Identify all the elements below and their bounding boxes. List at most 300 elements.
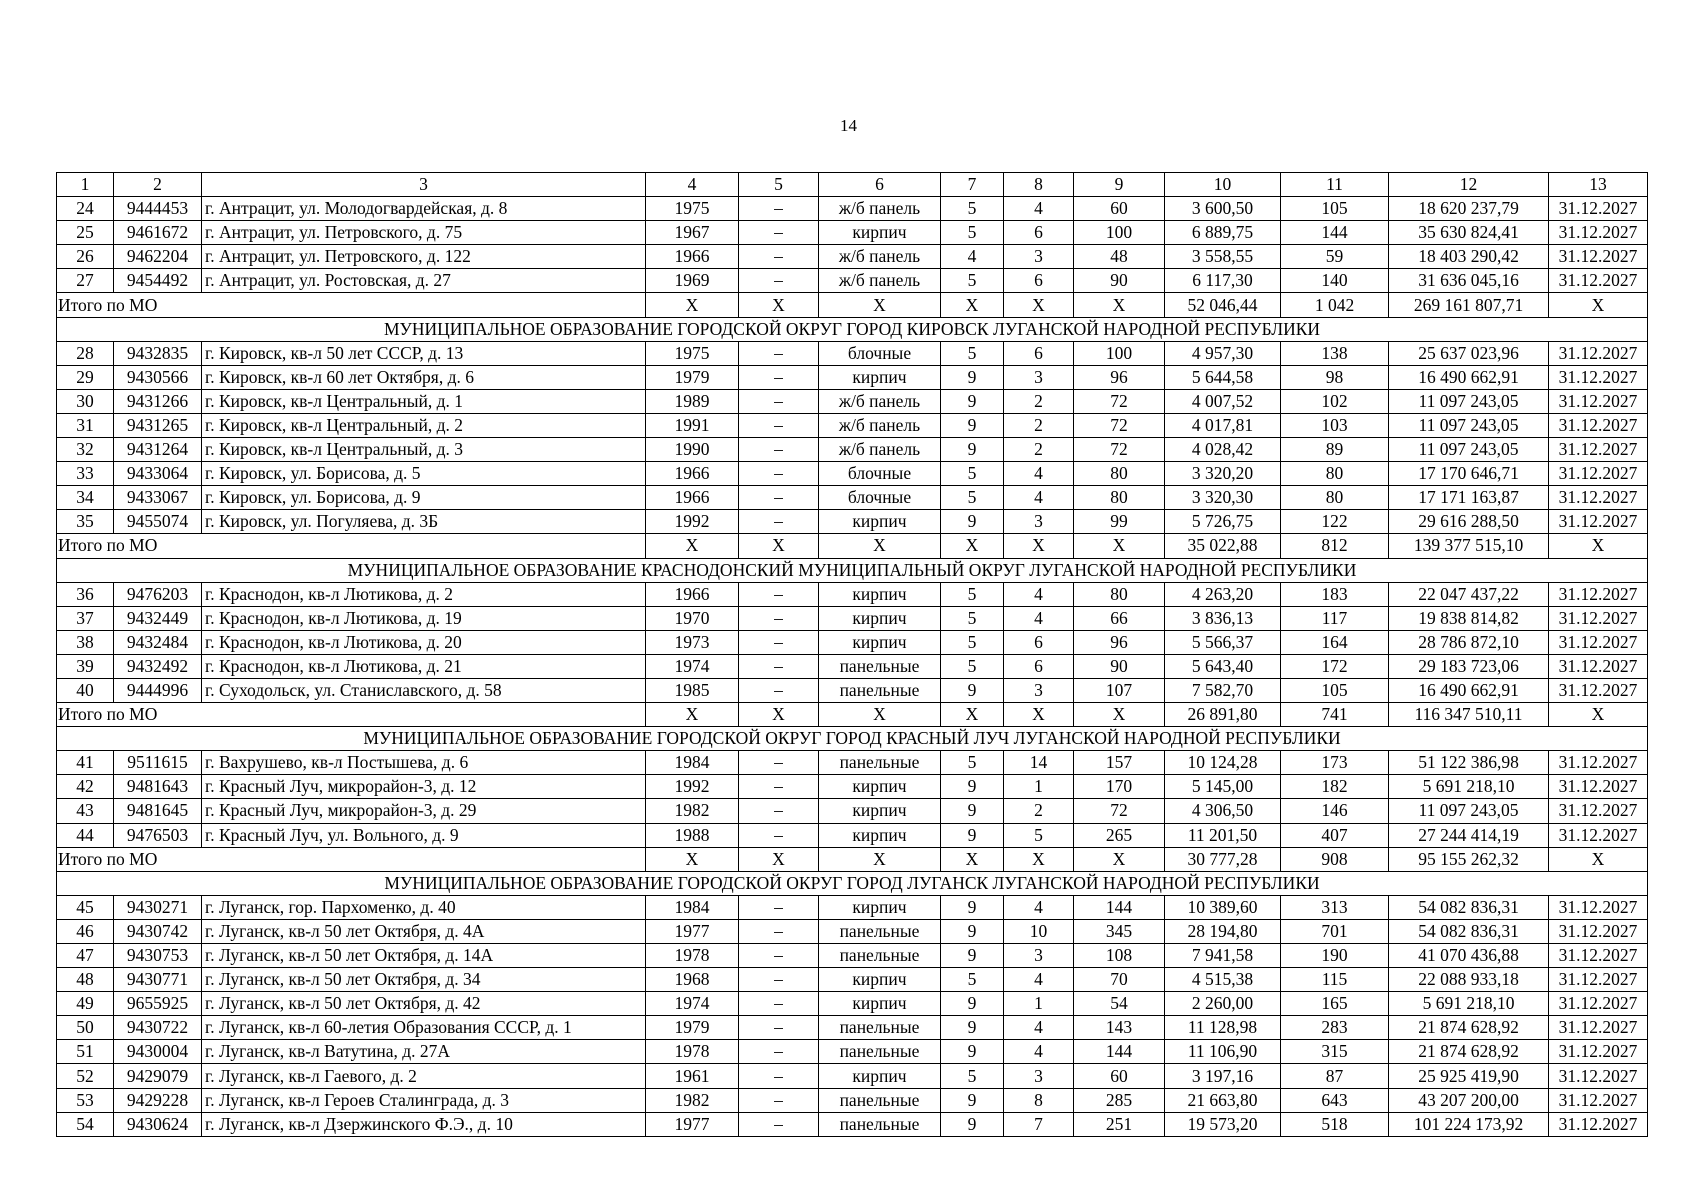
total-area-cell: 5 145,00 — [1165, 775, 1281, 799]
entrances-cell: 1 — [1004, 775, 1074, 799]
address-cell: г. Вахрушево, кв-л Постышева, д. 6 — [202, 751, 646, 775]
row-number-cell: 45 — [57, 895, 114, 919]
cost-cell: 16 490 662,91 — [1389, 365, 1549, 389]
address-cell: г. Краснодон, кв-л Лютикова, д. 20 — [202, 630, 646, 654]
total-area-cell: 3 320,20 — [1165, 462, 1281, 486]
year-reconstructed-cell: – — [739, 799, 819, 823]
apartments-cell: 60 — [1074, 197, 1165, 221]
floors-cell: 9 — [941, 1016, 1004, 1040]
entrances-cell: 3 — [1004, 678, 1074, 702]
year-built-cell: 1967 — [646, 221, 739, 245]
address-cell: г. Луганск, кв-л 50 лет Октября, д. 4А — [202, 919, 646, 943]
residents-cell: 98 — [1281, 365, 1389, 389]
year-built-cell: 1968 — [646, 968, 739, 992]
deadline-cell: 31.12.2027 — [1549, 799, 1648, 823]
row-number-cell: 52 — [57, 1064, 114, 1088]
year-reconstructed-cell: – — [739, 630, 819, 654]
total-area-cell: 7 582,70 — [1165, 678, 1281, 702]
wall-material-cell: кирпич — [819, 582, 941, 606]
address-cell: г. Кировск, кв-л Центральный, д. 1 — [202, 389, 646, 413]
deadline-cell: 31.12.2027 — [1549, 678, 1648, 702]
wall-material-cell: ж/б панель — [819, 197, 941, 221]
residents-cell: 183 — [1281, 582, 1389, 606]
residents-cell: 144 — [1281, 221, 1389, 245]
cost-cell: 29 183 723,06 — [1389, 654, 1549, 678]
table-row — [57, 895, 1648, 919]
deadline-cell: 31.12.2027 — [1549, 775, 1648, 799]
cost-cell: 41 070 436,88 — [1389, 944, 1549, 968]
residents-cell: 146 — [1281, 799, 1389, 823]
year-built-cell: 1966 — [646, 486, 739, 510]
entrances-cell: 6 — [1004, 341, 1074, 365]
floors-cell: 9 — [941, 1040, 1004, 1064]
address-cell: г. Луганск, кв-л Дзержинского Ф.Э., д. 10 — [202, 1112, 646, 1136]
floors-cell: 9 — [941, 823, 1004, 847]
address-cell: г. Кировск, кв-л 50 лет СССР, д. 13 — [202, 341, 646, 365]
deadline-cell: 31.12.2027 — [1549, 486, 1648, 510]
total-total-area: 35 022,88 — [1165, 534, 1281, 558]
section-header-row — [57, 558, 1648, 582]
floors-cell: 9 — [941, 365, 1004, 389]
residents-cell: 173 — [1281, 751, 1389, 775]
floors-cell: 5 — [941, 630, 1004, 654]
cost-cell: 22 047 437,22 — [1389, 582, 1549, 606]
section-header-row — [57, 727, 1648, 751]
year-built-cell: 1974 — [646, 992, 739, 1016]
wall-material-cell: кирпич — [819, 992, 941, 1016]
address-cell: г. Антрацит, ул. Молодогвардейская, д. 8 — [202, 197, 646, 221]
building-id-cell: 9430722 — [114, 1016, 202, 1040]
total-area-cell: 6 117,30 — [1165, 269, 1281, 293]
deadline-cell: 31.12.2027 — [1549, 269, 1648, 293]
building-id-cell: 9481643 — [114, 775, 202, 799]
building-id-cell: 9431266 — [114, 389, 202, 413]
residents-cell: 165 — [1281, 992, 1389, 1016]
year-reconstructed-cell: – — [739, 510, 819, 534]
total-cost: 116 347 510,11 — [1389, 703, 1549, 727]
table-row — [57, 1040, 1648, 1064]
residents-cell: 102 — [1281, 389, 1389, 413]
entrances-cell: 3 — [1004, 944, 1074, 968]
cost-cell: 29 616 288,50 — [1389, 510, 1549, 534]
residents-cell: 80 — [1281, 486, 1389, 510]
total-area-cell: 21 663,80 — [1165, 1088, 1281, 1112]
address-cell: г. Кировск, ул. Погуляева, д. 3Б — [202, 510, 646, 534]
year-reconstructed-cell: – — [739, 365, 819, 389]
year-reconstructed-cell: – — [739, 678, 819, 702]
cost-cell: 22 088 933,18 — [1389, 968, 1549, 992]
cost-cell: 25 637 023,96 — [1389, 341, 1549, 365]
row-number-cell: 40 — [57, 678, 114, 702]
total-year-reconstructed: X — [739, 534, 819, 558]
total-area-cell: 11 128,98 — [1165, 1016, 1281, 1040]
residents-cell: 103 — [1281, 413, 1389, 437]
deadline-cell: 31.12.2027 — [1549, 751, 1648, 775]
table-row — [57, 968, 1648, 992]
deadline-cell: 31.12.2027 — [1549, 510, 1648, 534]
wall-material-cell: панельные — [819, 1016, 941, 1040]
table-row — [57, 221, 1648, 245]
cost-cell: 16 490 662,91 — [1389, 678, 1549, 702]
year-reconstructed-cell: – — [739, 919, 819, 943]
year-reconstructed-cell: – — [739, 751, 819, 775]
apartments-cell: 48 — [1074, 245, 1165, 269]
year-reconstructed-cell: – — [739, 341, 819, 365]
wall-material-cell: кирпич — [819, 775, 941, 799]
total-residents: 812 — [1281, 534, 1389, 558]
total-year-reconstructed: X — [739, 293, 819, 317]
deadline-cell: 31.12.2027 — [1549, 1040, 1648, 1064]
building-id-cell: 9476503 — [114, 823, 202, 847]
row-number-cell: 53 — [57, 1088, 114, 1112]
floors-cell: 5 — [941, 582, 1004, 606]
cost-cell: 11 097 243,05 — [1389, 389, 1549, 413]
year-reconstructed-cell: – — [739, 245, 819, 269]
building-id-cell: 9432835 — [114, 341, 202, 365]
apartments-cell: 157 — [1074, 751, 1165, 775]
year-reconstructed-cell: – — [739, 582, 819, 606]
table-row — [57, 197, 1648, 221]
total-total-area: 26 891,80 — [1165, 703, 1281, 727]
deadline-cell: 31.12.2027 — [1549, 968, 1648, 992]
total-area-cell: 5 643,40 — [1165, 654, 1281, 678]
total-area-cell: 3 600,50 — [1165, 197, 1281, 221]
year-built-cell: 1984 — [646, 895, 739, 919]
total-residents: 908 — [1281, 847, 1389, 871]
cost-cell: 25 925 419,90 — [1389, 1064, 1549, 1088]
total-area-cell: 4 017,81 — [1165, 413, 1281, 437]
section-title: МУНИЦИПАЛЬНОЕ ОБРАЗОВАНИЕ ГОРОДСКОЙ ОКРУГ ГОРОД КРАСНЫЙ ЛУЧ ЛУГАНСКОЙ НАРОДНОЙ РЕСПУБЛИКИ — [57, 727, 1648, 751]
table-row — [57, 1112, 1648, 1136]
building-id-cell: 9462204 — [114, 245, 202, 269]
wall-material-cell: ж/б панель — [819, 389, 941, 413]
year-reconstructed-cell: – — [739, 389, 819, 413]
row-number-cell: 47 — [57, 944, 114, 968]
apartments-cell: 144 — [1074, 1040, 1165, 1064]
total-year-built: X — [646, 703, 739, 727]
address-cell: г. Луганск, кв-л Гаевого, д. 2 — [202, 1064, 646, 1088]
total-wall-material: X — [819, 293, 941, 317]
wall-material-cell: кирпич — [819, 630, 941, 654]
entrances-cell: 14 — [1004, 751, 1074, 775]
wall-material-cell: кирпич — [819, 895, 941, 919]
row-number-cell: 50 — [57, 1016, 114, 1040]
total-total-area: 52 046,44 — [1165, 293, 1281, 317]
residents-cell: 518 — [1281, 1112, 1389, 1136]
entrances-cell: 2 — [1004, 389, 1074, 413]
apartments-cell: 100 — [1074, 341, 1165, 365]
total-cost: 139 377 515,10 — [1389, 534, 1549, 558]
floors-cell: 5 — [941, 486, 1004, 510]
total-year-built: X — [646, 534, 739, 558]
table-row — [57, 823, 1648, 847]
floors-cell: 5 — [941, 197, 1004, 221]
total-row — [57, 534, 1648, 558]
apartments-cell: 285 — [1074, 1088, 1165, 1112]
entrances-cell: 4 — [1004, 462, 1074, 486]
cost-cell: 54 082 836,31 — [1389, 919, 1549, 943]
table-row — [57, 269, 1648, 293]
table-row — [57, 245, 1648, 269]
row-number-cell: 39 — [57, 654, 114, 678]
floors-cell: 4 — [941, 245, 1004, 269]
page-number: 14 — [840, 116, 857, 135]
wall-material-cell: кирпич — [819, 823, 941, 847]
total-year-reconstructed: X — [739, 703, 819, 727]
address-cell: г. Кировск, ул. Борисова, д. 5 — [202, 462, 646, 486]
wall-material-cell: кирпич — [819, 1064, 941, 1088]
deadline-cell: 31.12.2027 — [1549, 919, 1648, 943]
building-id-cell: 9430271 — [114, 895, 202, 919]
year-built-cell: 1978 — [646, 1040, 739, 1064]
table-row — [57, 1016, 1648, 1040]
address-cell: г. Антрацит, ул. Ростовская, д. 27 — [202, 269, 646, 293]
residents-cell: 117 — [1281, 606, 1389, 630]
year-built-cell: 1988 — [646, 823, 739, 847]
row-number-cell: 30 — [57, 389, 114, 413]
total-area-cell: 5 566,37 — [1165, 630, 1281, 654]
floors-cell: 9 — [941, 389, 1004, 413]
year-reconstructed-cell: – — [739, 823, 819, 847]
total-area-cell: 3 836,13 — [1165, 606, 1281, 630]
deadline-cell: 31.12.2027 — [1549, 1112, 1648, 1136]
year-built-cell: 1989 — [646, 389, 739, 413]
year-built-cell: 1974 — [646, 654, 739, 678]
building-id-cell: 9432484 — [114, 630, 202, 654]
entrances-cell: 7 — [1004, 1112, 1074, 1136]
entrances-cell: 4 — [1004, 968, 1074, 992]
year-reconstructed-cell: – — [739, 895, 819, 919]
section-header-row — [57, 317, 1648, 341]
entrances-cell: 1 — [1004, 992, 1074, 1016]
residents-cell: 80 — [1281, 462, 1389, 486]
column-number-cell: 4 — [646, 173, 739, 197]
apartments-cell: 108 — [1074, 944, 1165, 968]
year-built-cell: 1982 — [646, 1088, 739, 1112]
wall-material-cell: ж/б панель — [819, 245, 941, 269]
year-reconstructed-cell: – — [739, 269, 819, 293]
cost-cell: 17 170 646,71 — [1389, 462, 1549, 486]
address-cell: г. Краснодон, кв-л Лютикова, д. 21 — [202, 654, 646, 678]
building-id-cell: 9433067 — [114, 486, 202, 510]
entrances-cell: 2 — [1004, 799, 1074, 823]
row-number-cell: 41 — [57, 751, 114, 775]
total-row — [57, 703, 1648, 727]
wall-material-cell: кирпич — [819, 365, 941, 389]
total-label: Итого по МО — [57, 293, 646, 317]
residents-cell: 164 — [1281, 630, 1389, 654]
residents-cell: 140 — [1281, 269, 1389, 293]
year-built-cell: 1982 — [646, 799, 739, 823]
entrances-cell: 10 — [1004, 919, 1074, 943]
building-id-cell: 9476203 — [114, 582, 202, 606]
year-built-cell: 1979 — [646, 1016, 739, 1040]
table-row — [57, 341, 1648, 365]
deadline-cell: 31.12.2027 — [1549, 1016, 1648, 1040]
deadline-cell: 31.12.2027 — [1549, 654, 1648, 678]
year-built-cell: 1966 — [646, 462, 739, 486]
column-number-cell: 6 — [819, 173, 941, 197]
column-number-cell: 2 — [114, 173, 202, 197]
residents-cell: 313 — [1281, 895, 1389, 919]
deadline-cell: 31.12.2027 — [1549, 944, 1648, 968]
floors-cell: 9 — [941, 992, 1004, 1016]
year-built-cell: 1992 — [646, 510, 739, 534]
total-area-cell: 11 201,50 — [1165, 823, 1281, 847]
wall-material-cell: панельные — [819, 1112, 941, 1136]
cost-cell: 31 636 045,16 — [1389, 269, 1549, 293]
year-reconstructed-cell: – — [739, 1040, 819, 1064]
entrances-cell: 3 — [1004, 245, 1074, 269]
table-row — [57, 678, 1648, 702]
building-id-cell: 9430624 — [114, 1112, 202, 1136]
row-number-cell: 44 — [57, 823, 114, 847]
wall-material-cell: панельные — [819, 678, 941, 702]
table-row — [57, 438, 1648, 462]
apartments-cell: 72 — [1074, 413, 1165, 437]
housing-table — [56, 172, 1648, 1137]
wall-material-cell: панельные — [819, 1088, 941, 1112]
apartments-cell: 80 — [1074, 486, 1165, 510]
deadline-cell: 31.12.2027 — [1549, 895, 1648, 919]
total-deadline: X — [1549, 534, 1648, 558]
entrances-cell: 4 — [1004, 895, 1074, 919]
floors-cell: 5 — [941, 1064, 1004, 1088]
apartments-cell: 99 — [1074, 510, 1165, 534]
floors-cell: 9 — [941, 919, 1004, 943]
entrances-cell: 5 — [1004, 823, 1074, 847]
cost-cell: 17 171 163,87 — [1389, 486, 1549, 510]
total-label: Итого по МО — [57, 703, 646, 727]
entrances-cell: 4 — [1004, 582, 1074, 606]
total-area-cell: 4 957,30 — [1165, 341, 1281, 365]
address-cell: г. Красный Луч, микрорайон-3, д. 29 — [202, 799, 646, 823]
building-id-cell: 9430004 — [114, 1040, 202, 1064]
year-built-cell: 1992 — [646, 775, 739, 799]
year-reconstructed-cell: – — [739, 462, 819, 486]
cost-cell: 28 786 872,10 — [1389, 630, 1549, 654]
year-built-cell: 1978 — [646, 944, 739, 968]
apartments-cell: 100 — [1074, 221, 1165, 245]
building-id-cell: 9511615 — [114, 751, 202, 775]
floors-cell: 9 — [941, 799, 1004, 823]
total-year-built: X — [646, 293, 739, 317]
row-number-cell: 34 — [57, 486, 114, 510]
row-number-cell: 42 — [57, 775, 114, 799]
year-reconstructed-cell: – — [739, 775, 819, 799]
cost-cell: 27 244 414,19 — [1389, 823, 1549, 847]
cost-cell: 18 403 290,42 — [1389, 245, 1549, 269]
year-built-cell: 1975 — [646, 341, 739, 365]
total-entrances: X — [1004, 293, 1074, 317]
apartments-cell: 251 — [1074, 1112, 1165, 1136]
total-row — [57, 847, 1648, 871]
residents-cell: 643 — [1281, 1088, 1389, 1112]
wall-material-cell: кирпич — [819, 606, 941, 630]
entrances-cell: 6 — [1004, 269, 1074, 293]
total-floors: X — [941, 703, 1004, 727]
residents-cell: 182 — [1281, 775, 1389, 799]
table-row — [57, 582, 1648, 606]
apartments-cell: 90 — [1074, 269, 1165, 293]
floors-cell: 5 — [941, 606, 1004, 630]
cost-cell: 51 122 386,98 — [1389, 751, 1549, 775]
year-built-cell: 1979 — [646, 365, 739, 389]
building-id-cell: 9432492 — [114, 654, 202, 678]
total-area-cell: 4 028,42 — [1165, 438, 1281, 462]
year-built-cell: 1990 — [646, 438, 739, 462]
year-reconstructed-cell: – — [739, 1088, 819, 1112]
table-row — [57, 1064, 1648, 1088]
year-reconstructed-cell: – — [739, 1016, 819, 1040]
row-number-cell: 29 — [57, 365, 114, 389]
wall-material-cell: блочные — [819, 341, 941, 365]
floors-cell: 9 — [941, 510, 1004, 534]
total-area-cell: 3 558,55 — [1165, 245, 1281, 269]
column-number-cell: 5 — [739, 173, 819, 197]
cost-cell: 11 097 243,05 — [1389, 413, 1549, 437]
year-built-cell: 1977 — [646, 1112, 739, 1136]
building-id-cell: 9430566 — [114, 365, 202, 389]
total-label: Итого по МО — [57, 847, 646, 871]
address-cell: г. Кировск, ул. Борисова, д. 9 — [202, 486, 646, 510]
wall-material-cell: панельные — [819, 944, 941, 968]
year-built-cell: 1985 — [646, 678, 739, 702]
entrances-cell: 4 — [1004, 197, 1074, 221]
year-built-cell: 1970 — [646, 606, 739, 630]
table-row — [57, 365, 1648, 389]
wall-material-cell: панельные — [819, 654, 941, 678]
residents-cell: 105 — [1281, 678, 1389, 702]
table-row — [57, 1088, 1648, 1112]
total-area-cell: 2 260,00 — [1165, 992, 1281, 1016]
total-total-area: 30 777,28 — [1165, 847, 1281, 871]
floors-cell: 9 — [941, 895, 1004, 919]
building-id-cell: 9433064 — [114, 462, 202, 486]
table-row — [57, 944, 1648, 968]
cost-cell: 21 874 628,92 — [1389, 1040, 1549, 1064]
residents-cell: 407 — [1281, 823, 1389, 847]
section-title: МУНИЦИПАЛЬНОЕ ОБРАЗОВАНИЕ ГОРОДСКОЙ ОКРУГ ГОРОД ЛУГАНСК ЛУГАНСКОЙ НАРОДНОЙ РЕСПУБЛИКИ — [57, 871, 1648, 895]
apartments-cell: 265 — [1074, 823, 1165, 847]
building-id-cell: 9431264 — [114, 438, 202, 462]
table-row — [57, 606, 1648, 630]
year-reconstructed-cell: – — [739, 606, 819, 630]
entrances-cell: 3 — [1004, 510, 1074, 534]
year-reconstructed-cell: – — [739, 1064, 819, 1088]
deadline-cell: 31.12.2027 — [1549, 365, 1648, 389]
row-number-cell: 32 — [57, 438, 114, 462]
total-year-reconstructed: X — [739, 847, 819, 871]
entrances-cell: 3 — [1004, 365, 1074, 389]
floors-cell: 9 — [941, 413, 1004, 437]
address-cell: г. Луганск, кв-л 50 лет Октября, д. 14А — [202, 944, 646, 968]
cost-cell: 11 097 243,05 — [1389, 438, 1549, 462]
total-area-cell: 6 889,75 — [1165, 221, 1281, 245]
table-row — [57, 654, 1648, 678]
floors-cell: 9 — [941, 678, 1004, 702]
column-number-cell: 3 — [202, 173, 646, 197]
table-row — [57, 775, 1648, 799]
total-area-cell: 4 263,20 — [1165, 582, 1281, 606]
entrances-cell: 8 — [1004, 1088, 1074, 1112]
building-id-cell: 9432449 — [114, 606, 202, 630]
building-id-cell: 9455074 — [114, 510, 202, 534]
floors-cell: 5 — [941, 968, 1004, 992]
building-id-cell: 9655925 — [114, 992, 202, 1016]
column-number-cell: 12 — [1389, 173, 1549, 197]
residents-cell: 138 — [1281, 341, 1389, 365]
